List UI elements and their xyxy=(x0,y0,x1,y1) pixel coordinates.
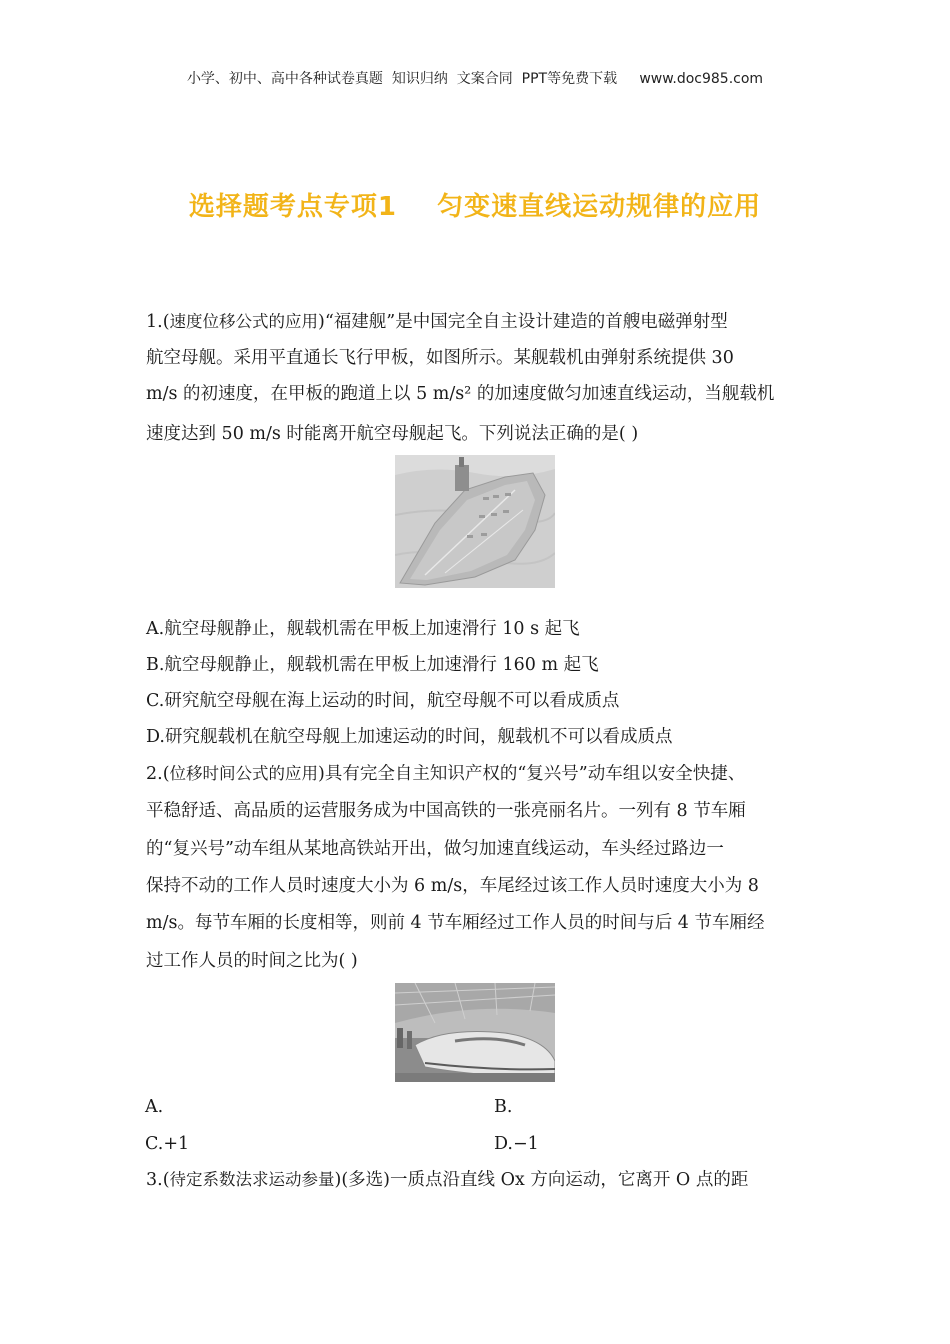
q3-text-1: )(多选)一质点沿直线 Ox 方向运动，它离开 O 点的距 xyxy=(334,1170,749,1190)
aircraft-carrier-image xyxy=(395,455,555,588)
q2-line-1 xyxy=(146,763,745,785)
q1-option-a: A.航空母舰静止，舰载机需在甲板上加速滑行 10 s 起飞 xyxy=(146,619,580,639)
q1-line-4: 速度达到 50 m/s 时能离开航空母舰起飞。下列说法正确的是( ) xyxy=(146,424,639,444)
page-title: 选择题考点专项1 匀变速直线运动规律的应用 xyxy=(188,192,762,222)
high-speed-train-image xyxy=(395,983,555,1082)
q1-option-d: D.研究舰载机在航空母舰上加速运动的时间，舰载机不可以看成质点 xyxy=(146,727,673,747)
q1-line-3: m/s 的初速度，在甲板的跑道上以 5 m/s² 的加速度做匀加速直线运动，当舰载机 xyxy=(146,384,775,404)
page-header: 小学、初中、高中各种试卷真题 知识归纳 文案合同 PPT等免费下载 www.doc985.com xyxy=(186,71,764,87)
q1-text-1: )“福建舰”是中国完全自主设计建造的首艘电磁弹射型 xyxy=(318,312,728,332)
q1-tag: 速度位移公式的应用 xyxy=(169,312,319,331)
q1-line-1 xyxy=(146,311,728,333)
q1-line-2: 航空母舰。采用平直通长飞行甲板，如图所示。某舰载机由弹射系统提供 30 xyxy=(146,348,734,368)
q2-line-6: 过工作人员的时间之比为( ) xyxy=(146,951,358,971)
q2-option-d: D.−1 xyxy=(494,1134,539,1154)
q3-line-1 xyxy=(146,1169,748,1191)
q1-prefix: 1.( xyxy=(146,312,170,332)
q1-option-b: B.航空母舰静止，舰载机需在甲板上加速滑行 160 m 起飞 xyxy=(146,655,599,675)
q2-line-5: m/s。每节车厢的长度相等，则前 4 节车厢经过工作人员的时间与后 4 节车厢经 xyxy=(146,913,765,933)
q2-text-1: )具有完全自主知识产权的“复兴号”动车组以安全快捷、 xyxy=(318,764,746,784)
q2-prefix: 2.( xyxy=(146,764,170,784)
q3-prefix: 3.( xyxy=(146,1170,170,1190)
q2-line-4: 保持不动的工作人员时速度大小为 6 m/s，车尾经过该工作人员时速度大小为 8 xyxy=(146,876,759,896)
q2-tag: 位移时间公式的应用 xyxy=(169,764,319,783)
q2-option-a: A. xyxy=(145,1097,164,1117)
q2-line-2: 平稳舒适、高品质的运营服务成为中国高铁的一张亮丽名片。一列有 8 节车厢 xyxy=(146,801,746,821)
q2-line-3: 的“复兴号”动车组从某地高铁站开出，做匀加速直线运动，车头经过路边一 xyxy=(146,839,724,859)
q2-option-c: C.+1 xyxy=(145,1134,190,1154)
q1-option-c: C.研究航空母舰在海上运动的时间，航空母舰不可以看成质点 xyxy=(146,691,620,711)
q2-option-b: B. xyxy=(494,1097,513,1117)
q3-tag: 待定系数法求运动参量 xyxy=(169,1170,335,1189)
